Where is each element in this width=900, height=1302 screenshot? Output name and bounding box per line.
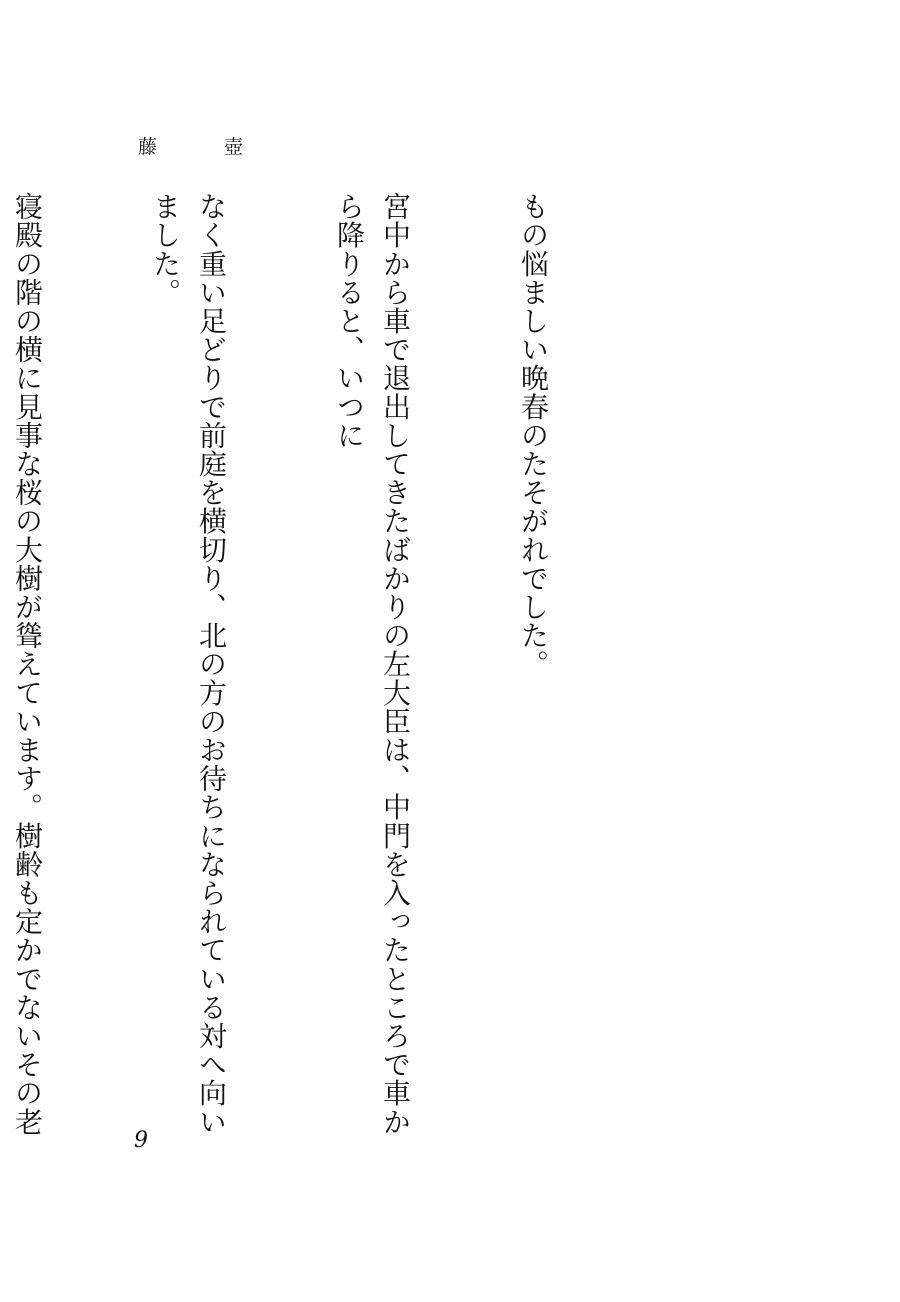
page-number: 9 [134,1128,148,1153]
chapter-title: 藤 壺 [138,136,268,158]
body-text [0,192,648,1137]
text-line: 宮中から車で退出してきたばかりの左大臣は、中門を入ったところで車から降りると、いつに [333,192,412,1136]
text-line: 寝殿の階の横に見事な桜の大樹が聳えています。樹齢も定かでないその老 [11,192,44,1136]
text-line: もの悩ましい晩春のたそがれでした。 [517,192,550,679]
text-line: なく重い足どりで前庭を横切り、北の方のお待ちになられている対へ向いました。 [149,192,228,1136]
